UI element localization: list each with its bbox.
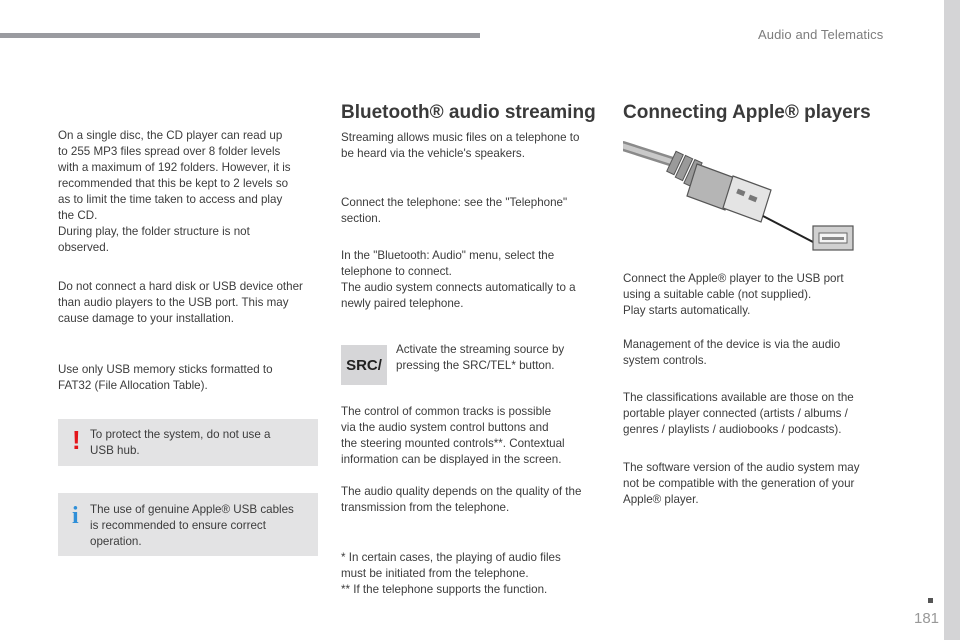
- streaming-intro: Streaming allows music files on a telephone to be heard via the vehicle's speakers.: [341, 131, 580, 160]
- warning-notice: [58, 419, 318, 466]
- bluetooth-audio-menu: In the "Bluetooth: Audio" menu, select the telephone to connect. The audio system connects automatically to a newly paired telephone.: [341, 249, 576, 310]
- connect-apple-player: Connect the Apple® player to the USB port using a suitable cable (not supplied). Play starts automatically.: [623, 272, 844, 317]
- section-title: Audio and Telematics: [758, 27, 884, 42]
- info-icon: i: [72, 503, 79, 529]
- header-rule: [0, 33, 480, 38]
- cd-folders-paragraph: On a single disc, the CD player can read up to 255 MP3 files spread over 8 folder levels with a maximum of 192 folders. However, it is recommended that this be kept to 2 levels so as to limit the time taken to access and play the CD. During play, the folder structure is not observed.: [58, 129, 291, 254]
- activate-source: Activate the streaming source by pressing the SRC/TEL* button.: [396, 343, 565, 372]
- usb-warning-paragraph: Do not connect a hard disk or USB device other than audio players to the USB port. This may cause damage to your installation.: [58, 280, 303, 325]
- fat32-paragraph: Use only USB memory sticks formatted to FAT32 (File Allocation Table).: [58, 363, 273, 392]
- connect-telephone: Connect the telephone: see the "Telephone" section.: [341, 196, 568, 225]
- page-edge: [944, 0, 960, 640]
- warning-text: To protect the system, do not use a USB hub.: [90, 428, 271, 457]
- device-management: Management of the device is via the audio system controls.: [623, 338, 841, 367]
- footnotes: * In certain cases, the playing of audio files must be initiated from the telephone. ** If the telephone supports the function.: [341, 551, 561, 596]
- track-control: The control of common tracks is possible via the audio system control buttons and the steering mounted controls**. Contextual information can be displayed in the screen.: [341, 405, 565, 466]
- software-compatibility: The software version of the audio system may not be compatible with the generation of your Apple® player.: [623, 461, 860, 506]
- info-text: The use of genuine Apple® USB cables is recommended to ensure correct operation.: [90, 503, 294, 548]
- apple-title: Connecting Apple® players: [623, 102, 871, 123]
- classifications: The classifications available are those on the portable player connected (artists / albums / genres / playlists / audiobooks / podcasts).: [623, 391, 854, 436]
- warning-icon: !: [72, 425, 81, 455]
- src-button-icon: [341, 345, 387, 385]
- usb-cable-icon: [623, 134, 863, 264]
- bluetooth-title: Bluetooth® audio streaming: [341, 102, 596, 123]
- page-number: 181: [914, 610, 940, 627]
- footer-mark: [928, 598, 933, 603]
- audio-quality: The audio quality depends on the quality of the transmission from the telephone.: [341, 485, 582, 514]
- src-label: SRC/: [346, 356, 382, 374]
- info-notice: [58, 493, 318, 556]
